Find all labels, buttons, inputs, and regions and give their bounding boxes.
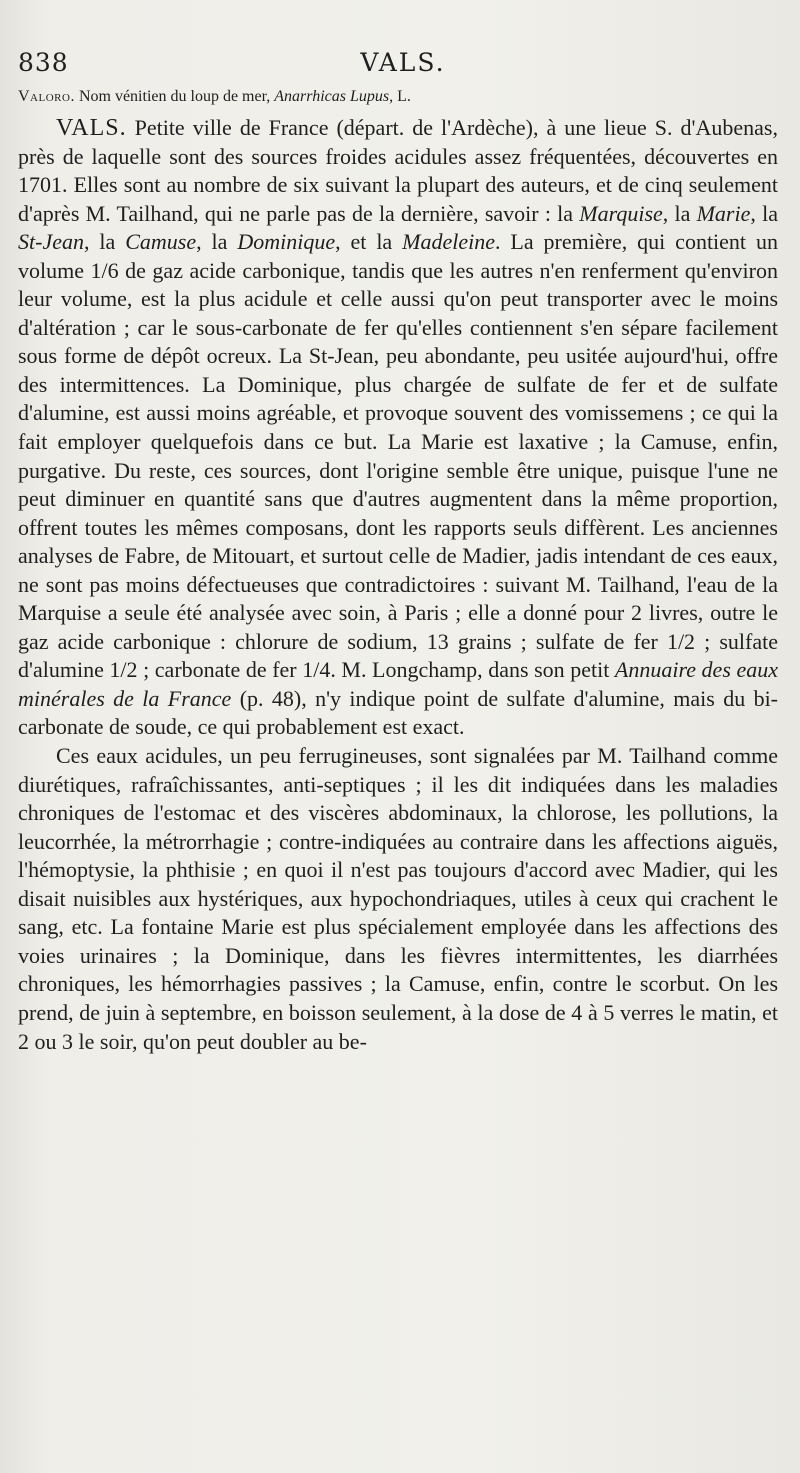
page-number: 838 [18, 48, 69, 77]
entry-text: Nom vénitien du loup de mer, [74, 88, 275, 105]
paragraph-text: (p. 48), n'y indique point de sulfate d'alumine, mais du bi-carbonate de soude, ce qui probablement est exact. [18, 685, 779, 740]
paragraph-text: . La première, qui contient un volume 1/6 de gaz acide carbonique, tandis que les autres n'en renferment qu'environ leur volume, est la plus acidule et celle aussi qu'on peut transporter avec le moins d'altération ; car le sous-carbonate de fer qu'elles contiennent s'en sépare facilement sous forme de dépôt ocreux. La St-Jean, peu abondante, peu usitée aujourd'hui, offre des intermittences. La Dominique, plus chargée de sulfate de fer et de sulfate d'alumine, est aussi moins agréable, et provoque souvent des vomissemens ; ce qui la fait employer quelquefois dans ce but. La Marie est laxative ; la Camuse, enfin, purgative. Du reste, ces sources, dont l'origine semble être unique, puisque l'une ne peut diminuer en quantité sans que d'autres augmentent dans la même proportion, offrent toutes les mêmes composans, dont les rapports seuls diffèrent. Les anciennes analyses de Fabre, de Mitouart, et surtout celle de Madier, jadis intendant de ces eaux, ne sont pas moins défectueuses que contradictoires : suivant M. Tailhand, l'eau de la Marquise a seule été analysée avec soin, à Paris ; elle a donné pour 2 livres, outre le gaz acide carbonique : chlorure de sodium, 13 grains ; sulfate de fer 1/2 ; sulfate d'alumine 1/2 ; carbonate de fer 1/4. M. Longchamp, dans son petit [18, 229, 778, 683]
source-name: Camuse [125, 229, 197, 255]
entry-headword: Valoro. [18, 88, 75, 105]
separator: , la [83, 229, 126, 255]
book-title: Annuaire des eaux minérales de la France [18, 657, 778, 711]
entry-author: , L. [389, 88, 411, 105]
source-name: Dominique [237, 229, 336, 255]
source-name: Marie [696, 200, 751, 226]
separator: , la [196, 229, 238, 255]
body-text [18, 84, 778, 1056]
entry-headword-vals: VALS. [56, 115, 127, 141]
source-name: St-Jean [18, 229, 84, 255]
running-head: VALS. [360, 48, 446, 77]
source-name: Marquise [579, 200, 663, 226]
source-name: Madeleine [402, 229, 495, 255]
page-header [18, 48, 788, 82]
entry-valoro [18, 84, 778, 110]
paragraph-text: Petite ville de France (départ. de l'Ardèche), à une lieue S. d'Aubenas, près de laquelle sont des sources froides acidules assez fréquentées, découvertes en 1701. Elles sont au nombre de six suivant la plupart des auteurs, et de cinq seulement d'après M. Tailhand, qui ne parle pas de la dernière, savoir : la [18, 115, 778, 226]
separator: , la [750, 200, 778, 226]
separator: , la [662, 200, 697, 226]
entry-vals-paragraph-2: Ces eaux acidules, un peu ferrugineuses, sont signalées par M. Tailhand comme diurétiques, rafraîchissantes, anti-septiques ; il les dit indiquées dans les maladies chroniques de l'estomac et des viscères abdominaux, la chlorose, les pollutions, la leucorrhée, la métrorrhagie ; contre-indiquées au contraire dans les affections aiguës, l'hémoptysie, la phthisie ; en quoi il n'est pas toujours d'accord avec Madier, qui les disait nuisibles aux hystériques, aux hypochondriaques, utiles à ceux qui crachent le sang, etc. La fontaine Marie est plus spécialement employée dans les affections des voies urinaires ; la Dominique, dans les fièvres intermittentes, les diarrhées chroniques, les hémorrhagies passives ; la Camuse, enfin, contre le scorbut. On les prend, de juin à septembre, en boisson seulement, à la dose de 4 à 5 verres le matin, et 2 ou 3 le soir, qu'on peut doubler au be- [18, 743, 778, 1054]
separator: , et la [335, 229, 403, 255]
entry-vals-paragraph-1 [18, 114, 778, 742]
latin-name: Anarrhicas Lupus [274, 88, 390, 105]
